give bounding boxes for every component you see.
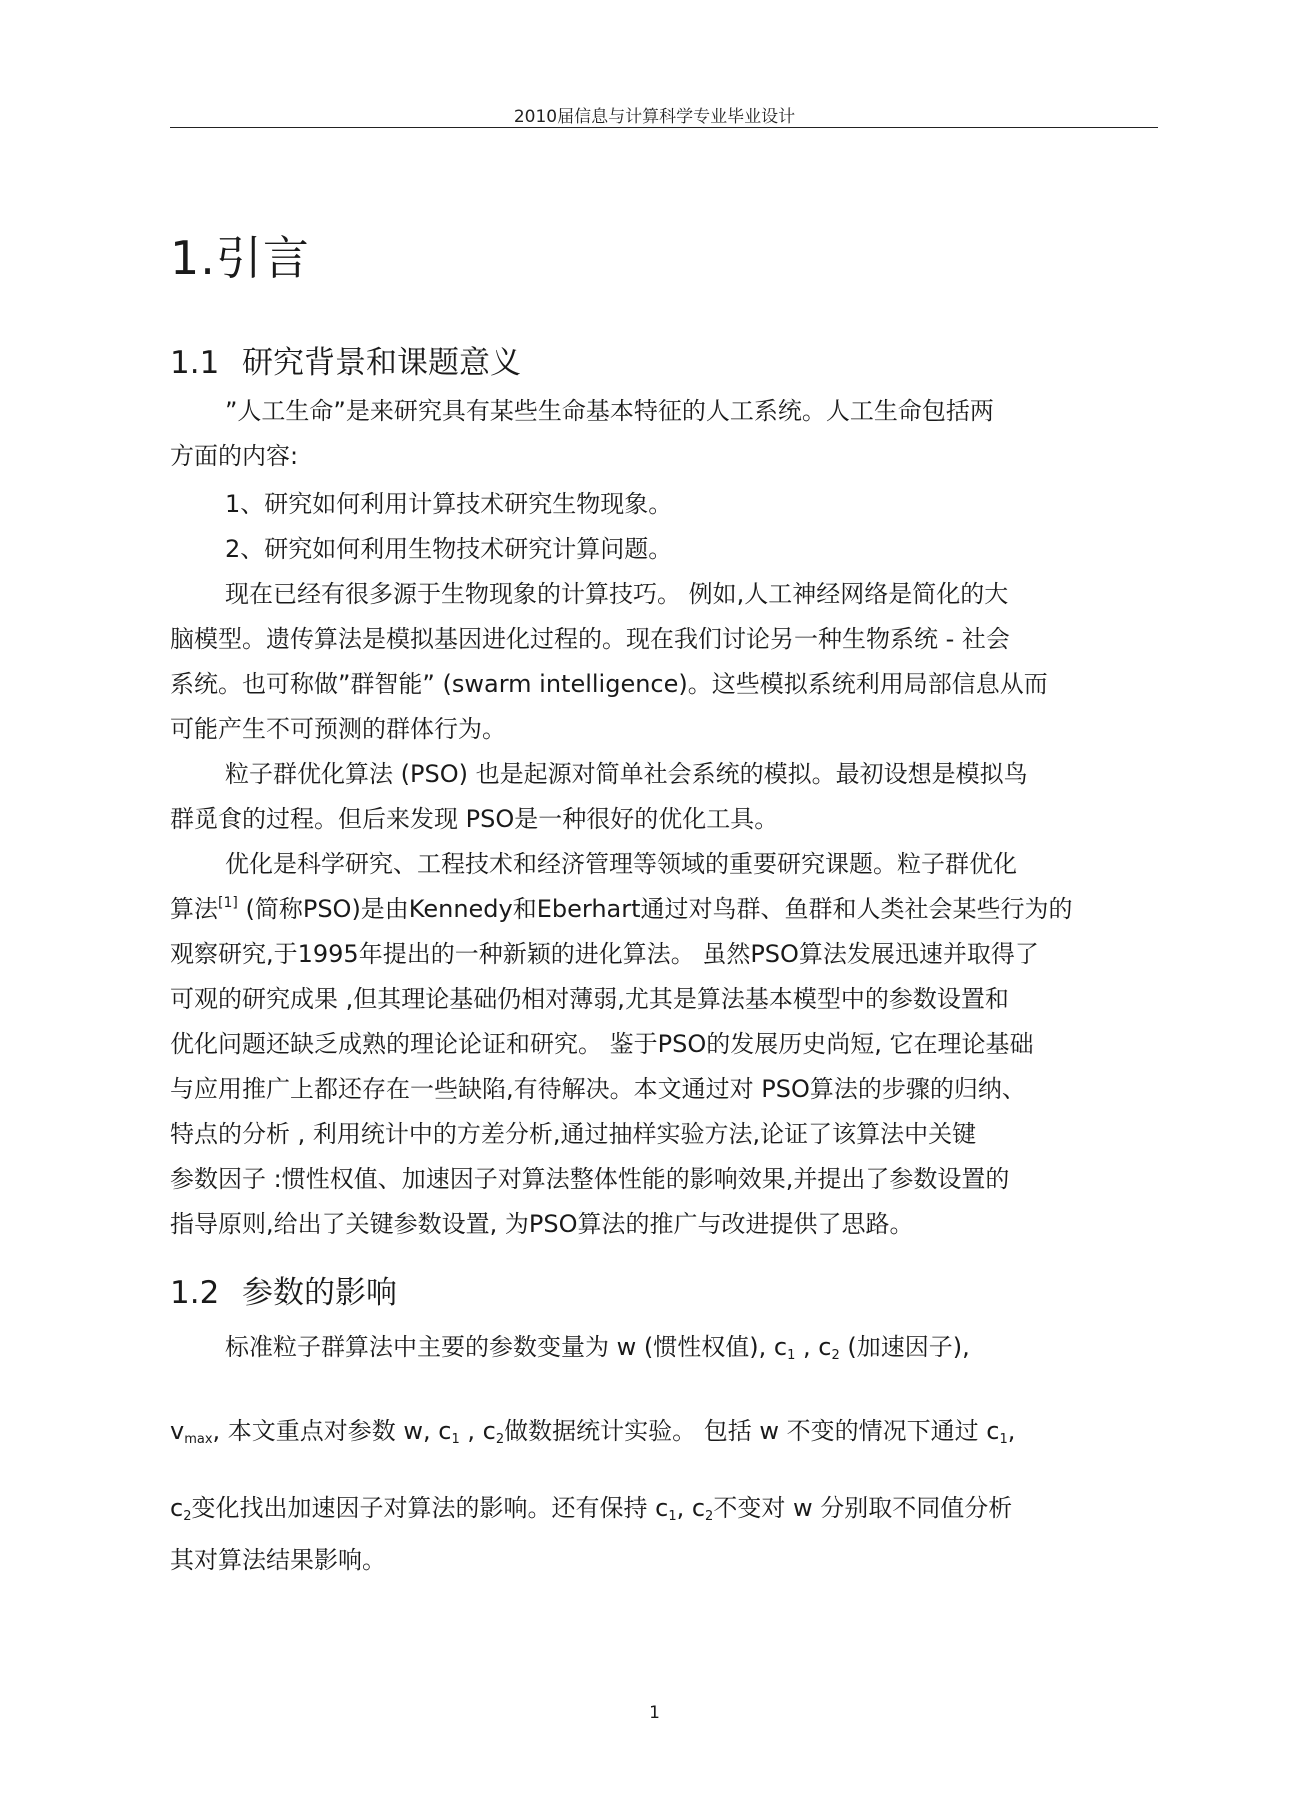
subscript: 1 — [451, 1432, 460, 1447]
section-heading: 参数的影响 — [242, 1275, 397, 1311]
subscript: 2 — [495, 1432, 505, 1447]
paragraph-line: 其对算法结果影响。 — [170, 1546, 386, 1574]
line-rest: (简称PSO)是由Kennedy和Eberhart通过对鸟群、鱼群和人类社会某些行为的 — [245, 895, 1073, 923]
paragraph-line: 现在已经有很多源于生物现象的计算技巧。 例如,人工神经网络是简化的大 — [225, 580, 1009, 608]
citation: [1] — [218, 895, 238, 911]
text-run: , 本文重点对参数 w, c — [212, 1417, 452, 1445]
subscript: 2 — [831, 1348, 840, 1363]
section-number: 1.2 — [170, 1275, 220, 1311]
paragraph-line: 观察研究,于1995年提出的一种新颖的进化算法。 虽然PSO算法发展迅速并取得了 — [170, 940, 1039, 968]
section-title-1-1 — [170, 337, 521, 382]
paragraph-line: 脑模型。遗传算法是模拟基因进化过程的。现在我们讨论另一种生物系统 - 社会 — [170, 625, 1010, 653]
section-heading: 研究背景和课题意义 — [242, 345, 521, 381]
chapter-title: 1.引言 — [170, 231, 310, 285]
paragraph-line — [170, 1494, 1012, 1525]
page-header: 2010届信息与计算科学专业毕业设计 — [513, 107, 796, 127]
text-run: 变化找出加速因子对算法的影响。还有保持 c — [191, 1494, 669, 1522]
paragraph-line: 可能产生不可预测的群体行为。 — [170, 715, 506, 743]
text-run: (加速因子), — [839, 1333, 970, 1361]
text-run: 做数据统计实验。 包括 w 不变的情况下通过 c — [504, 1417, 1000, 1445]
paragraph-line: 优化问题还缺乏成熟的理论论证和研究。 鉴于PSO的发展历史尚短, 它在理论基础 — [170, 1030, 1034, 1058]
list-item: 1、研究如何利用计算技术研究生物现象。 — [225, 490, 673, 518]
paragraph-line: 指导原则,给出了关键参数设置, 为PSO算法的推广与改进提供了思路。 — [170, 1210, 914, 1238]
paragraph-line: 特点的分析 , 利用统计中的方差分析,通过抽样实验方法,论证了该算法中关键 — [170, 1120, 977, 1148]
subscript: 1 — [999, 1432, 1008, 1447]
subscript: 1 — [668, 1509, 677, 1524]
paragraph-line — [170, 1417, 1015, 1448]
paragraph-line: 粒子群优化算法 (PSO) 也是起源对简单社会系统的模拟。最初设想是模拟鸟 — [225, 760, 1028, 788]
list-item: 2、研究如何利用生物技术研究计算问题。 — [225, 535, 673, 563]
page-number: 1 — [649, 1703, 660, 1723]
section-number: 1.1 — [170, 345, 220, 381]
paragraph-line: ”人工生命”是来研究具有某些生命基本特征的人工系统。人工生命包括两 — [225, 397, 994, 425]
text-run: v — [170, 1417, 185, 1445]
text-run: , c — [676, 1494, 706, 1522]
section-title-1-2 — [170, 1267, 397, 1312]
header-rule — [170, 127, 1158, 128]
text-run: 标准粒子群算法中主要的参数变量为 w (惯性权值), c — [225, 1333, 788, 1361]
paragraph-line: 优化是科学研究、工程技术和经济管理等领域的重要研究课题。粒子群优化 — [225, 850, 1017, 878]
paragraph-line: 与应用推广上都还存在一些缺陷,有待解决。本文通过对 PSO算法的步骤的归纳、 — [170, 1075, 1026, 1103]
line-prefix: 算法 — [170, 895, 218, 923]
paragraph-line: 群觅食的过程。但后来发现 PSO是一种很好的优化工具。 — [170, 805, 779, 833]
paragraph-line — [225, 1333, 970, 1364]
text-run: , c — [795, 1333, 832, 1361]
paragraph-line: 方面的内容: — [170, 442, 299, 470]
text-run: , — [1007, 1417, 1016, 1445]
paragraph-line: 系统。也可称做”群智能” (swarm intelligence)。这些模拟系统利用局部信息从而 — [170, 670, 1048, 698]
subscript: 2 — [705, 1509, 714, 1524]
paragraph-line: 参数因子 :惯性权值、加速因子对算法整体性能的影响效果,并提出了参数设置的 — [170, 1165, 1010, 1193]
paragraph-line-with-citation — [170, 895, 1073, 924]
text-run: , c — [459, 1417, 496, 1445]
subscript: 1 — [787, 1348, 796, 1363]
subscript: max — [184, 1432, 213, 1447]
text-run: 不变对 w 分别取不同值分析 — [713, 1494, 1013, 1522]
text-run: c — [170, 1494, 184, 1522]
subscript: 2 — [183, 1509, 192, 1524]
paragraph-line: 可观的研究成果 ,但其理论基础仍相对薄弱,尤其是算法基本模型中的参数设置和 — [170, 985, 1009, 1013]
